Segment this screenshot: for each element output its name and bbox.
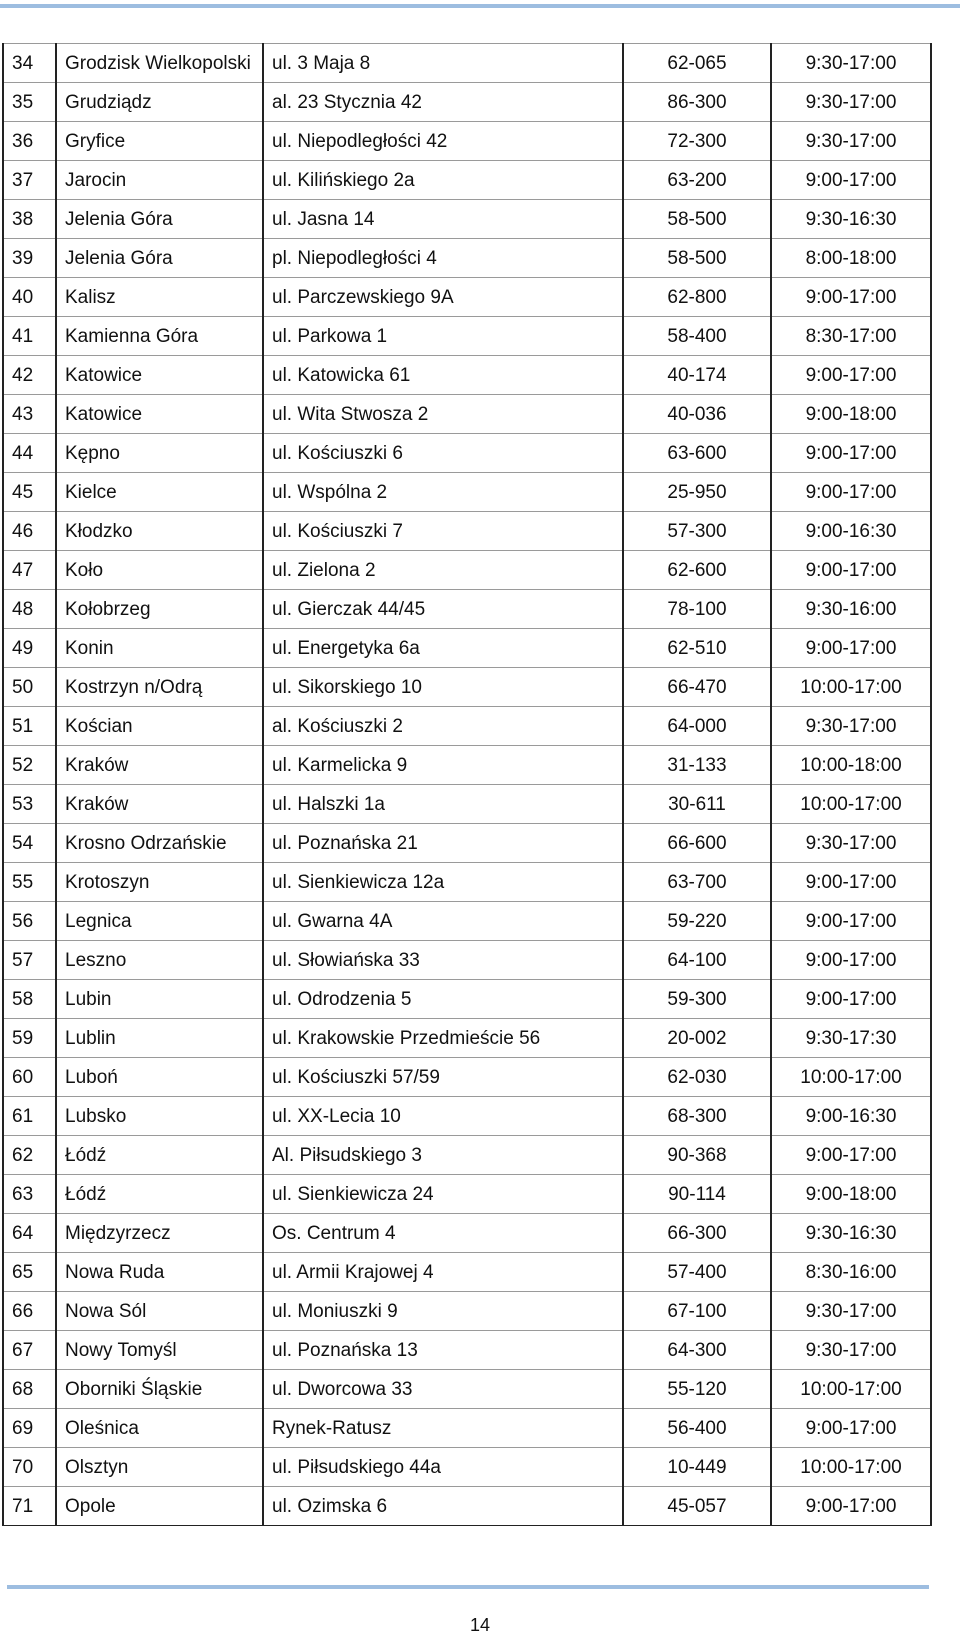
city-cell: Koło [56,551,263,590]
postal-code-cell: 64-300 [623,1331,771,1370]
table-row [3,44,931,83]
address-cell: Al. Piłsudskiego 3 [263,1136,623,1175]
footer-rule [7,1585,929,1589]
table-row [3,785,931,824]
address-cell: ul. Sienkiewicza 12a [263,863,623,902]
row-number: 40 [3,278,56,317]
address-cell: ul. Niepodległości 42 [263,122,623,161]
opening-hours-cell: 9:00-18:00 [771,395,931,434]
row-number: 45 [3,473,56,512]
postal-code-cell: 66-600 [623,824,771,863]
postal-code-cell: 57-300 [623,512,771,551]
opening-hours-cell: 9:30-17:30 [771,1019,931,1058]
row-number: 47 [3,551,56,590]
row-number: 65 [3,1253,56,1292]
row-number: 68 [3,1370,56,1409]
table-row [3,278,931,317]
city-cell: Lublin [56,1019,263,1058]
address-cell: al. Kościuszki 2 [263,707,623,746]
city-cell: Kalisz [56,278,263,317]
address-cell: ul. Jasna 14 [263,200,623,239]
table-row [3,824,931,863]
postal-code-cell: 63-600 [623,434,771,473]
row-number: 50 [3,668,56,707]
row-number: 43 [3,395,56,434]
table-row [3,863,931,902]
city-cell: Legnica [56,902,263,941]
postal-code-cell: 67-100 [623,1292,771,1331]
row-number: 56 [3,902,56,941]
address-cell: ul. Katowicka 61 [263,356,623,395]
table-row [3,1019,931,1058]
postal-code-cell: 64-000 [623,707,771,746]
opening-hours-cell: 8:00-18:00 [771,239,931,278]
address-cell: ul. Kościuszki 7 [263,512,623,551]
table-row [3,473,931,512]
address-cell: ul. Ozimska 6 [263,1487,623,1526]
opening-hours-cell: 9:30-17:00 [771,824,931,863]
postal-code-cell: 62-510 [623,629,771,668]
row-number: 48 [3,590,56,629]
table-row [3,629,931,668]
address-cell: ul. Poznańska 21 [263,824,623,863]
postal-code-cell: 68-300 [623,1097,771,1136]
table-row [3,668,931,707]
table-row [3,161,931,200]
row-number: 53 [3,785,56,824]
row-number: 66 [3,1292,56,1331]
table-row [3,239,931,278]
postal-code-cell: 20-002 [623,1019,771,1058]
postal-code-cell: 56-400 [623,1409,771,1448]
postal-code-cell: 64-100 [623,941,771,980]
opening-hours-cell: 9:30-17:00 [771,122,931,161]
city-cell: Kępno [56,434,263,473]
table-row [3,551,931,590]
postal-code-cell: 40-174 [623,356,771,395]
postal-code-cell: 25-950 [623,473,771,512]
postal-code-cell: 62-030 [623,1058,771,1097]
opening-hours-cell: 9:30-17:00 [771,1331,931,1370]
city-cell: Olsztyn [56,1448,263,1487]
address-cell: ul. Sikorskiego 10 [263,668,623,707]
row-number: 34 [3,44,56,83]
table-row [3,83,931,122]
city-cell: Oleśnica [56,1409,263,1448]
postal-code-cell: 90-114 [623,1175,771,1214]
opening-hours-cell: 9:00-17:00 [771,161,931,200]
row-number: 42 [3,356,56,395]
address-cell: Rynek-Ratusz [263,1409,623,1448]
postal-code-cell: 59-300 [623,980,771,1019]
table-row [3,1136,931,1175]
row-number: 61 [3,1097,56,1136]
opening-hours-cell: 9:00-17:00 [771,278,931,317]
address-cell: ul. Odrodzenia 5 [263,980,623,1019]
header-rule [0,4,960,8]
address-cell: ul. Kościuszki 6 [263,434,623,473]
opening-hours-cell: 9:00-17:00 [771,1136,931,1175]
row-number: 63 [3,1175,56,1214]
address-cell: ul. Armii Krajowej 4 [263,1253,623,1292]
postal-code-cell: 58-400 [623,317,771,356]
table-row [3,746,931,785]
opening-hours-cell: 9:30-17:00 [771,1292,931,1331]
table-row [3,434,931,473]
table-row [3,707,931,746]
city-cell: Kłodzko [56,512,263,551]
table-row [3,1370,931,1409]
postal-code-cell: 57-400 [623,1253,771,1292]
postal-code-cell: 90-368 [623,1136,771,1175]
address-cell: ul. Halszki 1a [263,785,623,824]
table-row [3,1292,931,1331]
postal-code-cell: 31-133 [623,746,771,785]
address-cell: pl. Niepodległości 4 [263,239,623,278]
table-row [3,395,931,434]
opening-hours-cell: 9:30-17:00 [771,707,931,746]
opening-hours-cell: 9:00-17:00 [771,551,931,590]
row-number: 51 [3,707,56,746]
opening-hours-cell: 9:00-17:00 [771,356,931,395]
table-row [3,590,931,629]
row-number: 35 [3,83,56,122]
postal-code-cell: 72-300 [623,122,771,161]
address-cell: ul. Krakowskie Przedmieście 56 [263,1019,623,1058]
postal-code-cell: 58-500 [623,200,771,239]
postal-code-cell: 58-500 [623,239,771,278]
city-cell: Lubin [56,980,263,1019]
table-row [3,1448,931,1487]
postal-code-cell: 62-065 [623,44,771,83]
city-cell: Lubsko [56,1097,263,1136]
city-cell: Leszno [56,941,263,980]
opening-hours-cell: 9:00-16:30 [771,1097,931,1136]
opening-hours-cell: 10:00-17:00 [771,1058,931,1097]
postal-code-cell: 30-611 [623,785,771,824]
city-cell: Kołobrzeg [56,590,263,629]
table-row [3,317,931,356]
opening-hours-cell: 9:00-17:00 [771,902,931,941]
address-cell: ul. Poznańska 13 [263,1331,623,1370]
opening-hours-cell: 9:30-16:30 [771,200,931,239]
row-number: 39 [3,239,56,278]
table-row [3,1058,931,1097]
address-cell: ul. Gwarna 4A [263,902,623,941]
address-cell: ul. Kilińskiego 2a [263,161,623,200]
address-cell: ul. Gierczak 44/45 [263,590,623,629]
city-cell: Kielce [56,473,263,512]
table-row [3,512,931,551]
opening-hours-cell: 9:00-18:00 [771,1175,931,1214]
address-cell: ul. XX-Lecia 10 [263,1097,623,1136]
city-cell: Grudziądz [56,83,263,122]
address-cell: ul. Wspólna 2 [263,473,623,512]
row-number: 59 [3,1019,56,1058]
postal-code-cell: 10-449 [623,1448,771,1487]
table-row [3,200,931,239]
row-number: 44 [3,434,56,473]
table-row [3,941,931,980]
address-cell: al. 23 Stycznia 42 [263,83,623,122]
row-number: 58 [3,980,56,1019]
city-cell: Katowice [56,395,263,434]
row-number: 37 [3,161,56,200]
opening-hours-cell: 9:00-17:00 [771,473,931,512]
address-cell: ul. Słowiańska 33 [263,941,623,980]
city-cell: Łódź [56,1175,263,1214]
address-cell: ul. Moniuszki 9 [263,1292,623,1331]
postal-code-cell: 78-100 [623,590,771,629]
page-number: 14 [469,1615,491,1635]
table-row [3,1175,931,1214]
address-cell: ul. Piłsudskiego 44a [263,1448,623,1487]
opening-hours-cell: 10:00-18:00 [771,746,931,785]
table-row [3,902,931,941]
row-number: 38 [3,200,56,239]
row-number: 67 [3,1331,56,1370]
row-number: 49 [3,629,56,668]
postal-code-cell: 40-036 [623,395,771,434]
city-cell: Jelenia Góra [56,200,263,239]
row-number: 60 [3,1058,56,1097]
branch-table [2,43,932,1526]
postal-code-cell: 62-600 [623,551,771,590]
row-number: 69 [3,1409,56,1448]
opening-hours-cell: 9:00-17:00 [771,941,931,980]
row-number: 54 [3,824,56,863]
table-row [3,122,931,161]
city-cell: Katowice [56,356,263,395]
city-cell: Grodzisk Wielkopolski [56,44,263,83]
row-number: 70 [3,1448,56,1487]
opening-hours-cell: 9:00-17:00 [771,629,931,668]
postal-code-cell: 55-120 [623,1370,771,1409]
address-cell: ul. Kościuszki 57/59 [263,1058,623,1097]
city-cell: Luboń [56,1058,263,1097]
row-number: 64 [3,1214,56,1253]
opening-hours-cell: 9:00-17:00 [771,1409,931,1448]
opening-hours-cell: 9:30-16:30 [771,1214,931,1253]
opening-hours-cell: 8:30-16:00 [771,1253,931,1292]
city-cell: Łódź [56,1136,263,1175]
city-cell: Kościan [56,707,263,746]
postal-code-cell: 86-300 [623,83,771,122]
row-number: 62 [3,1136,56,1175]
opening-hours-cell: 9:30-16:00 [771,590,931,629]
postal-code-cell: 66-470 [623,668,771,707]
address-cell: ul. Zielona 2 [263,551,623,590]
address-cell: ul. Parkowa 1 [263,317,623,356]
table-row [3,1097,931,1136]
opening-hours-cell: 8:30-17:00 [771,317,931,356]
city-cell: Kraków [56,785,263,824]
city-cell: Kraków [56,746,263,785]
table-row [3,356,931,395]
table-row [3,1409,931,1448]
city-cell: Krotoszyn [56,863,263,902]
row-number: 52 [3,746,56,785]
table-row [3,1331,931,1370]
opening-hours-cell: 9:30-17:00 [771,44,931,83]
city-cell: Międzyrzecz [56,1214,263,1253]
row-number: 46 [3,512,56,551]
postal-code-cell: 59-220 [623,902,771,941]
city-cell: Opole [56,1487,263,1526]
address-cell: ul. Sienkiewicza 24 [263,1175,623,1214]
postal-code-cell: 63-700 [623,863,771,902]
branch-table-body [3,44,931,1526]
address-cell: ul. 3 Maja 8 [263,44,623,83]
row-number: 41 [3,317,56,356]
city-cell: Kostrzyn n/Odrą [56,668,263,707]
postal-code-cell: 66-300 [623,1214,771,1253]
row-number: 57 [3,941,56,980]
city-cell: Konin [56,629,263,668]
city-cell: Nowa Ruda [56,1253,263,1292]
city-cell: Gryfice [56,122,263,161]
city-cell: Nowy Tomyśl [56,1331,263,1370]
city-cell: Krosno Odrzańskie [56,824,263,863]
opening-hours-cell: 9:00-17:00 [771,980,931,1019]
address-cell: ul. Parczewskiego 9A [263,278,623,317]
city-cell: Jarocin [56,161,263,200]
opening-hours-cell: 9:30-17:00 [771,83,931,122]
address-cell: ul. Wita Stwosza 2 [263,395,623,434]
city-cell: Jelenia Góra [56,239,263,278]
table-row [3,1487,931,1526]
row-number: 36 [3,122,56,161]
opening-hours-cell: 9:00-16:30 [771,512,931,551]
postal-code-cell: 62-800 [623,278,771,317]
address-cell: ul. Dworcowa 33 [263,1370,623,1409]
row-number: 71 [3,1487,56,1526]
row-number: 55 [3,863,56,902]
opening-hours-cell: 10:00-17:00 [771,1370,931,1409]
postal-code-cell: 63-200 [623,161,771,200]
address-cell: ul. Energetyka 6a [263,629,623,668]
city-cell: Kamienna Góra [56,317,263,356]
table-row [3,980,931,1019]
address-cell: Os. Centrum 4 [263,1214,623,1253]
table-row [3,1214,931,1253]
address-cell: ul. Karmelicka 9 [263,746,623,785]
opening-hours-cell: 9:00-17:00 [771,1487,931,1526]
opening-hours-cell: 10:00-17:00 [771,668,931,707]
city-cell: Nowa Sól [56,1292,263,1331]
opening-hours-cell: 9:00-17:00 [771,863,931,902]
postal-code-cell: 45-057 [623,1487,771,1526]
city-cell: Oborniki Śląskie [56,1370,263,1409]
table-row [3,1253,931,1292]
opening-hours-cell: 9:00-17:00 [771,434,931,473]
opening-hours-cell: 10:00-17:00 [771,1448,931,1487]
opening-hours-cell: 10:00-17:00 [771,785,931,824]
